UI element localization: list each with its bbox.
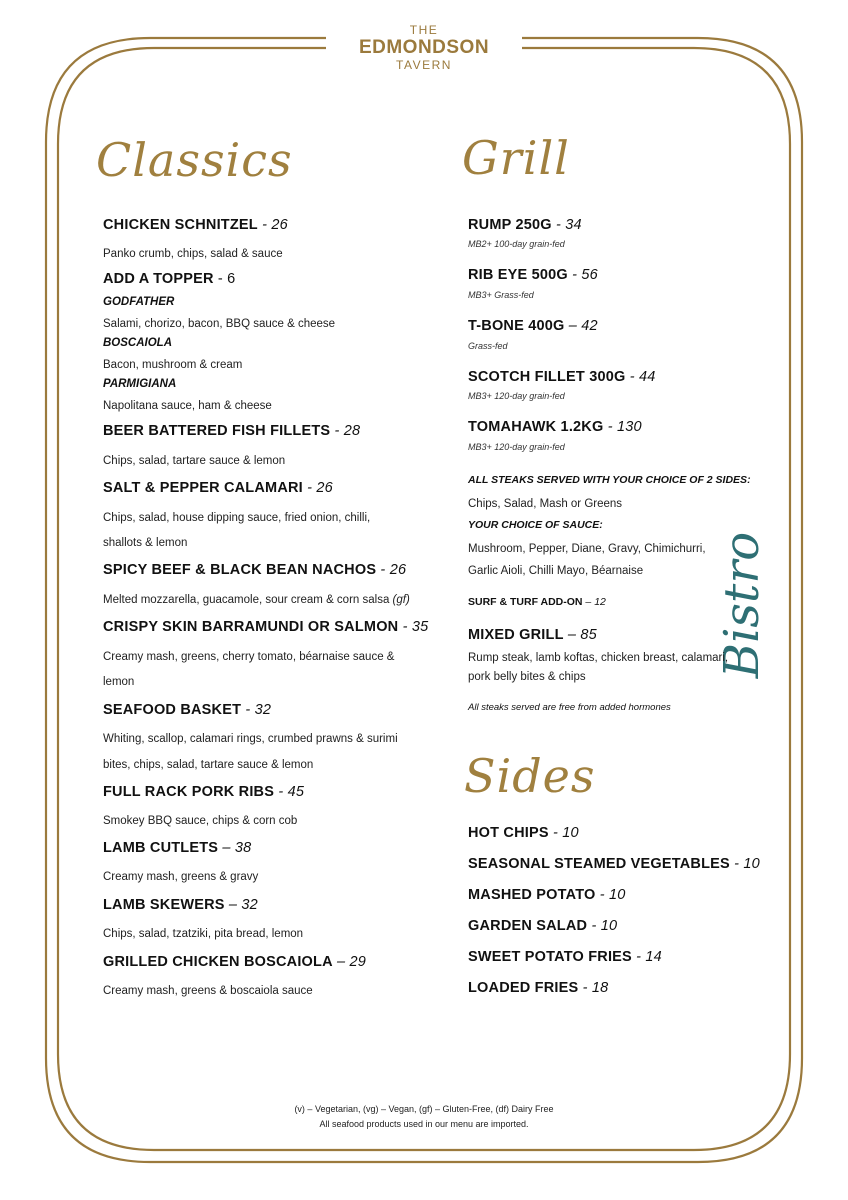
steak-grade: MB2+ 100-day grain-fed: [468, 239, 565, 249]
steak-grade: MB3+ Grass-fed: [468, 290, 534, 300]
sides-heading: Sides: [464, 749, 596, 803]
item-name: SCOTCH FILLET 300G: [468, 369, 626, 385]
item-name: SALT & PEPPER CALAMARI: [103, 480, 303, 496]
item-name: SEAFOOD BASKET: [103, 702, 242, 718]
item-name: MASHED POTATO: [468, 887, 596, 903]
addon-name: SURF & TURF ADD-ON: [468, 596, 583, 608]
item-price: – 29: [332, 954, 366, 970]
description-text: Melted mozzarella, guacamole, sour cream & corn salsa: [103, 594, 390, 606]
menu-item-title: [103, 702, 271, 718]
addon-price: – 12: [582, 596, 606, 608]
sauce-choice-heading: YOUR CHOICE OF SAUCE:: [468, 519, 603, 531]
item-price: - 10: [595, 887, 626, 903]
side-item: [468, 918, 617, 934]
menu-item-title: [103, 619, 428, 635]
item-name: SWEET POTATO FRIES: [468, 949, 632, 965]
item-description: Creamy mash, greens, cherry tomato, béarnaise sauce &: [103, 651, 395, 663]
item-name: TOMAHAWK 1.2KG: [468, 419, 604, 435]
item-name: RIB EYE 500G: [468, 267, 568, 283]
tavern-logo: [340, 24, 508, 72]
item-name: MIXED GRILL: [468, 627, 564, 643]
item-description: [103, 592, 410, 608]
menu-item-title: [103, 271, 235, 287]
item-price: - 6: [213, 271, 236, 287]
steak-title: [468, 318, 598, 334]
surf-turf-addon: [468, 596, 606, 608]
steak-title: [468, 419, 642, 435]
topper-option-name: GODFATHER: [103, 296, 175, 308]
item-name: CHICKEN SCHNITZEL: [103, 217, 258, 233]
dietary-tag: (gf): [389, 594, 410, 606]
item-price: - 10: [587, 918, 618, 934]
item-price: - 14: [631, 949, 662, 965]
logo-tavern: TAVERN: [396, 58, 452, 72]
item-price: - 56: [567, 267, 598, 283]
item-price: - 44: [625, 369, 656, 385]
item-price: - 26: [257, 217, 288, 233]
menu-item-title: [468, 627, 597, 643]
classics-heading: Classics: [96, 133, 293, 187]
menu-item-title: [103, 897, 258, 913]
dietary-legend: (v) – Vegetarian, (vg) – Vegan, (gf) – Gluten-Free, (df) Dairy Free: [294, 1104, 554, 1114]
steak-title: [468, 369, 656, 385]
item-price: - 10: [729, 856, 760, 872]
item-price: - 26: [376, 562, 407, 578]
item-name: BEER BATTERED FISH FILLETS: [103, 423, 331, 439]
menu-item-title: [103, 954, 366, 970]
logo-the: THE: [409, 23, 439, 37]
item-price: - 10: [548, 825, 579, 841]
item-description: Chips, salad, house dipping sauce, fried onion, chilli,: [103, 512, 371, 524]
grill-heading: Grill: [462, 131, 570, 185]
side-item: [468, 825, 579, 841]
menu-item-title: [103, 562, 406, 578]
item-name: SPICY BEEF & BLACK BEAN NACHOS: [103, 562, 377, 578]
item-price: - 32: [241, 702, 272, 718]
item-price: - 130: [603, 419, 642, 435]
item-description: Chips, salad, tartare sauce & lemon: [103, 455, 286, 467]
item-price: – 85: [563, 627, 597, 643]
item-price: - 18: [578, 980, 609, 996]
item-description: lemon: [103, 676, 135, 688]
menu-item-title: [103, 423, 360, 439]
steak-title: [468, 267, 598, 283]
item-name: CRISPY SKIN BARRAMUNDI OR SALMON: [103, 619, 399, 635]
item-name: SEASONAL STEAMED VEGETABLES: [468, 856, 730, 872]
topper-option-description: Bacon, mushroom & cream: [103, 359, 243, 371]
item-name: T-BONE 400G: [468, 318, 565, 334]
item-description: Creamy mash, greens & boscaiola sauce: [103, 985, 313, 997]
item-price: - 34: [551, 217, 582, 233]
item-description: Rump steak, lamb koftas, chicken breast, calamari,: [468, 652, 729, 664]
item-name: ADD A TOPPER: [103, 271, 214, 287]
item-description: Creamy mash, greens & gravy: [103, 871, 259, 883]
side-item: [468, 980, 608, 996]
side-item: [468, 856, 760, 872]
sides-choice-heading: ALL STEAKS SERVED WITH YOUR CHOICE OF 2 SIDES:: [468, 474, 751, 486]
topper-option-name: BOSCAIOLA: [103, 337, 172, 349]
item-name: LOADED FRIES: [468, 980, 579, 996]
side-item: [468, 887, 625, 903]
item-description: bites, chips, salad, tartare sauce & lemon: [103, 759, 314, 771]
steak-grade: MB3+ 120-day grain-fed: [468, 391, 565, 401]
menu-item-title: [103, 784, 304, 800]
bistro-side-label: Bistro: [717, 524, 767, 686]
item-name: LAMB SKEWERS: [103, 897, 225, 913]
topper-option-description: Napolitana sauce, ham & cheese: [103, 400, 272, 412]
menu-item-title: [103, 217, 288, 233]
item-description: Smokey BBQ sauce, chips & corn cob: [103, 815, 298, 827]
item-price: - 26: [302, 480, 333, 496]
steak-grade: Grass-fed: [468, 341, 508, 351]
menu-item-title: [103, 480, 333, 496]
seafood-import-note: All seafood products used in our menu are imported.: [319, 1119, 529, 1129]
item-name: LAMB CUTLETS: [103, 840, 219, 856]
item-price: - 45: [274, 784, 305, 800]
item-description: Panko crumb, chips, salad & sauce: [103, 248, 283, 260]
item-price: – 38: [218, 840, 252, 856]
item-name: GRILLED CHICKEN BOSCAIOLA: [103, 954, 333, 970]
menu-item-title: [103, 840, 251, 856]
sauce-choice-options: Mushroom, Pepper, Diane, Gravy, Chimichurri,: [468, 543, 706, 555]
side-item: [468, 949, 662, 965]
item-name: FULL RACK PORK RIBS: [103, 784, 275, 800]
item-price: – 32: [224, 897, 258, 913]
item-description: Whiting, scallop, calamari rings, crumbed prawns & surimi: [103, 733, 398, 745]
topper-option-description: Salami, chorizo, bacon, BBQ sauce & cheese: [103, 318, 336, 330]
steak-title: [468, 217, 582, 233]
item-description: Chips, salad, tzatziki, pita bread, lemon: [103, 928, 304, 940]
item-description: pork belly bites & chips: [468, 671, 586, 683]
logo-name: EDMONDSON: [358, 37, 490, 58]
item-price: – 42: [564, 318, 598, 334]
sauce-choice-options: Garlic Aioli, Chilli Mayo, Béarnaise: [468, 565, 644, 577]
sides-choice-options: Chips, Salad, Mash or Greens: [468, 498, 623, 510]
item-price: - 35: [398, 619, 429, 635]
steak-grade: MB3+ 120-day grain-fed: [468, 442, 565, 452]
item-description: shallots & lemon: [103, 537, 188, 549]
item-name: RUMP 250G: [468, 217, 552, 233]
hormone-note: All steaks served are free from added hormones: [468, 702, 671, 713]
item-name: GARDEN SALAD: [468, 918, 588, 934]
topper-option-name: PARMIGIANA: [103, 378, 177, 390]
item-name: HOT CHIPS: [468, 825, 549, 841]
item-price: - 28: [330, 423, 361, 439]
